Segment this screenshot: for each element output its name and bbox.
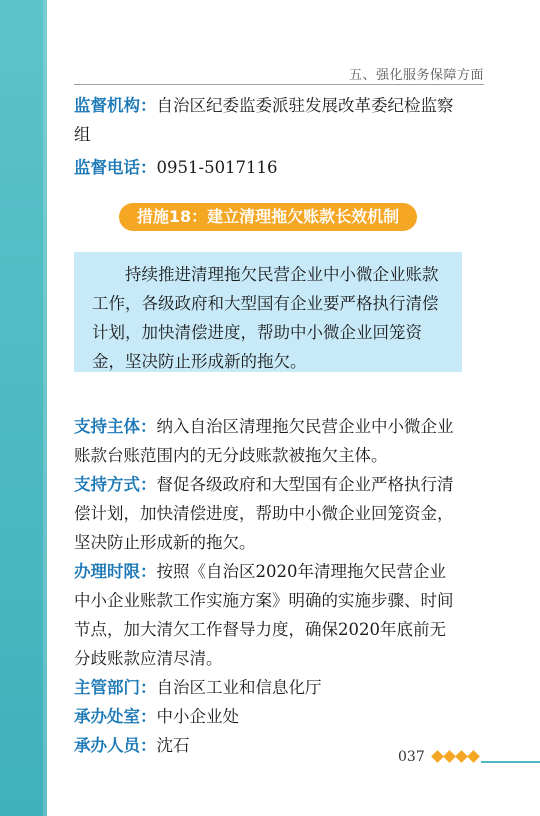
decorative-sidebar: [0, 0, 47, 816]
detail-office-label: 承办处室：: [74, 707, 157, 726]
detail-method-value: 督促各级政府和大型国有企业严格执行清偿计划，加快清偿进度，帮助中小微企业回笼资金，坚决防止形成新的拖欠。: [74, 475, 454, 552]
detail-person-label: 承办人员：: [74, 736, 157, 755]
detail-time: [74, 557, 462, 673]
detail-person-value: 沈石: [156, 736, 190, 755]
supervision-org: [74, 91, 462, 149]
detail-dept: [74, 673, 462, 702]
footer-diamonds: [433, 752, 478, 761]
details-block: [74, 412, 462, 760]
detail-office: [74, 702, 462, 731]
header-divider: [74, 84, 484, 85]
measure-title-wrap: [74, 203, 462, 231]
detail-subject-value: 纳入自治区清理拖欠民营企业中小微企业账款台账范围内的无分歧账款被拖欠主体。: [74, 417, 454, 465]
supervision-block: [74, 91, 462, 182]
diamond-icon: [455, 750, 468, 763]
supervision-org-label: 监督机构：: [74, 96, 157, 115]
detail-time-value: 按照《自治区2020年清理拖欠民营企业中小企业账款工作实施方案》明确的实施步骤、时间节点，加大清欠工作督导力度，确保2020年底前无分歧账款应清尽清。: [74, 562, 454, 668]
detail-office-value: 中小企业处: [156, 707, 239, 726]
supervision-phone-value: 0951-5017116: [156, 158, 278, 177]
measure-title: 措施18：建立清理拖欠账款长效机制: [119, 203, 417, 231]
diamond-icon: [443, 750, 456, 763]
detail-subject-label: 支持主体：: [74, 417, 157, 436]
highlight-text: 持续推进清理拖欠民营企业中小微企业账款工作，各级政府和大型国有企业要严格执行清偿计划，加快清偿进度，帮助中小微企业回笼资金，坚决防止形成新的拖欠。: [92, 265, 439, 371]
diamond-icon: [467, 750, 480, 763]
section-header: 五、强化服务保障方面: [348, 68, 484, 83]
highlight-box: [74, 252, 462, 372]
detail-subject: [74, 412, 462, 470]
detail-method: [74, 470, 462, 557]
detail-dept-label: 主管部门：: [74, 678, 157, 697]
footer-rule: [481, 761, 540, 763]
detail-method-label: 支持方式：: [74, 475, 157, 494]
detail-dept-value: 自治区工业和信息化厅: [156, 678, 322, 697]
diamond-icon: [431, 750, 444, 763]
supervision-phone-label: 监督电话：: [74, 158, 157, 177]
supervision-org-value: 自治区纪委监委派驻发展改革委纪检监察组: [74, 96, 454, 144]
detail-time-label: 办理时限：: [74, 562, 157, 581]
page-number: 037: [398, 749, 425, 765]
supervision-phone: [74, 153, 462, 182]
